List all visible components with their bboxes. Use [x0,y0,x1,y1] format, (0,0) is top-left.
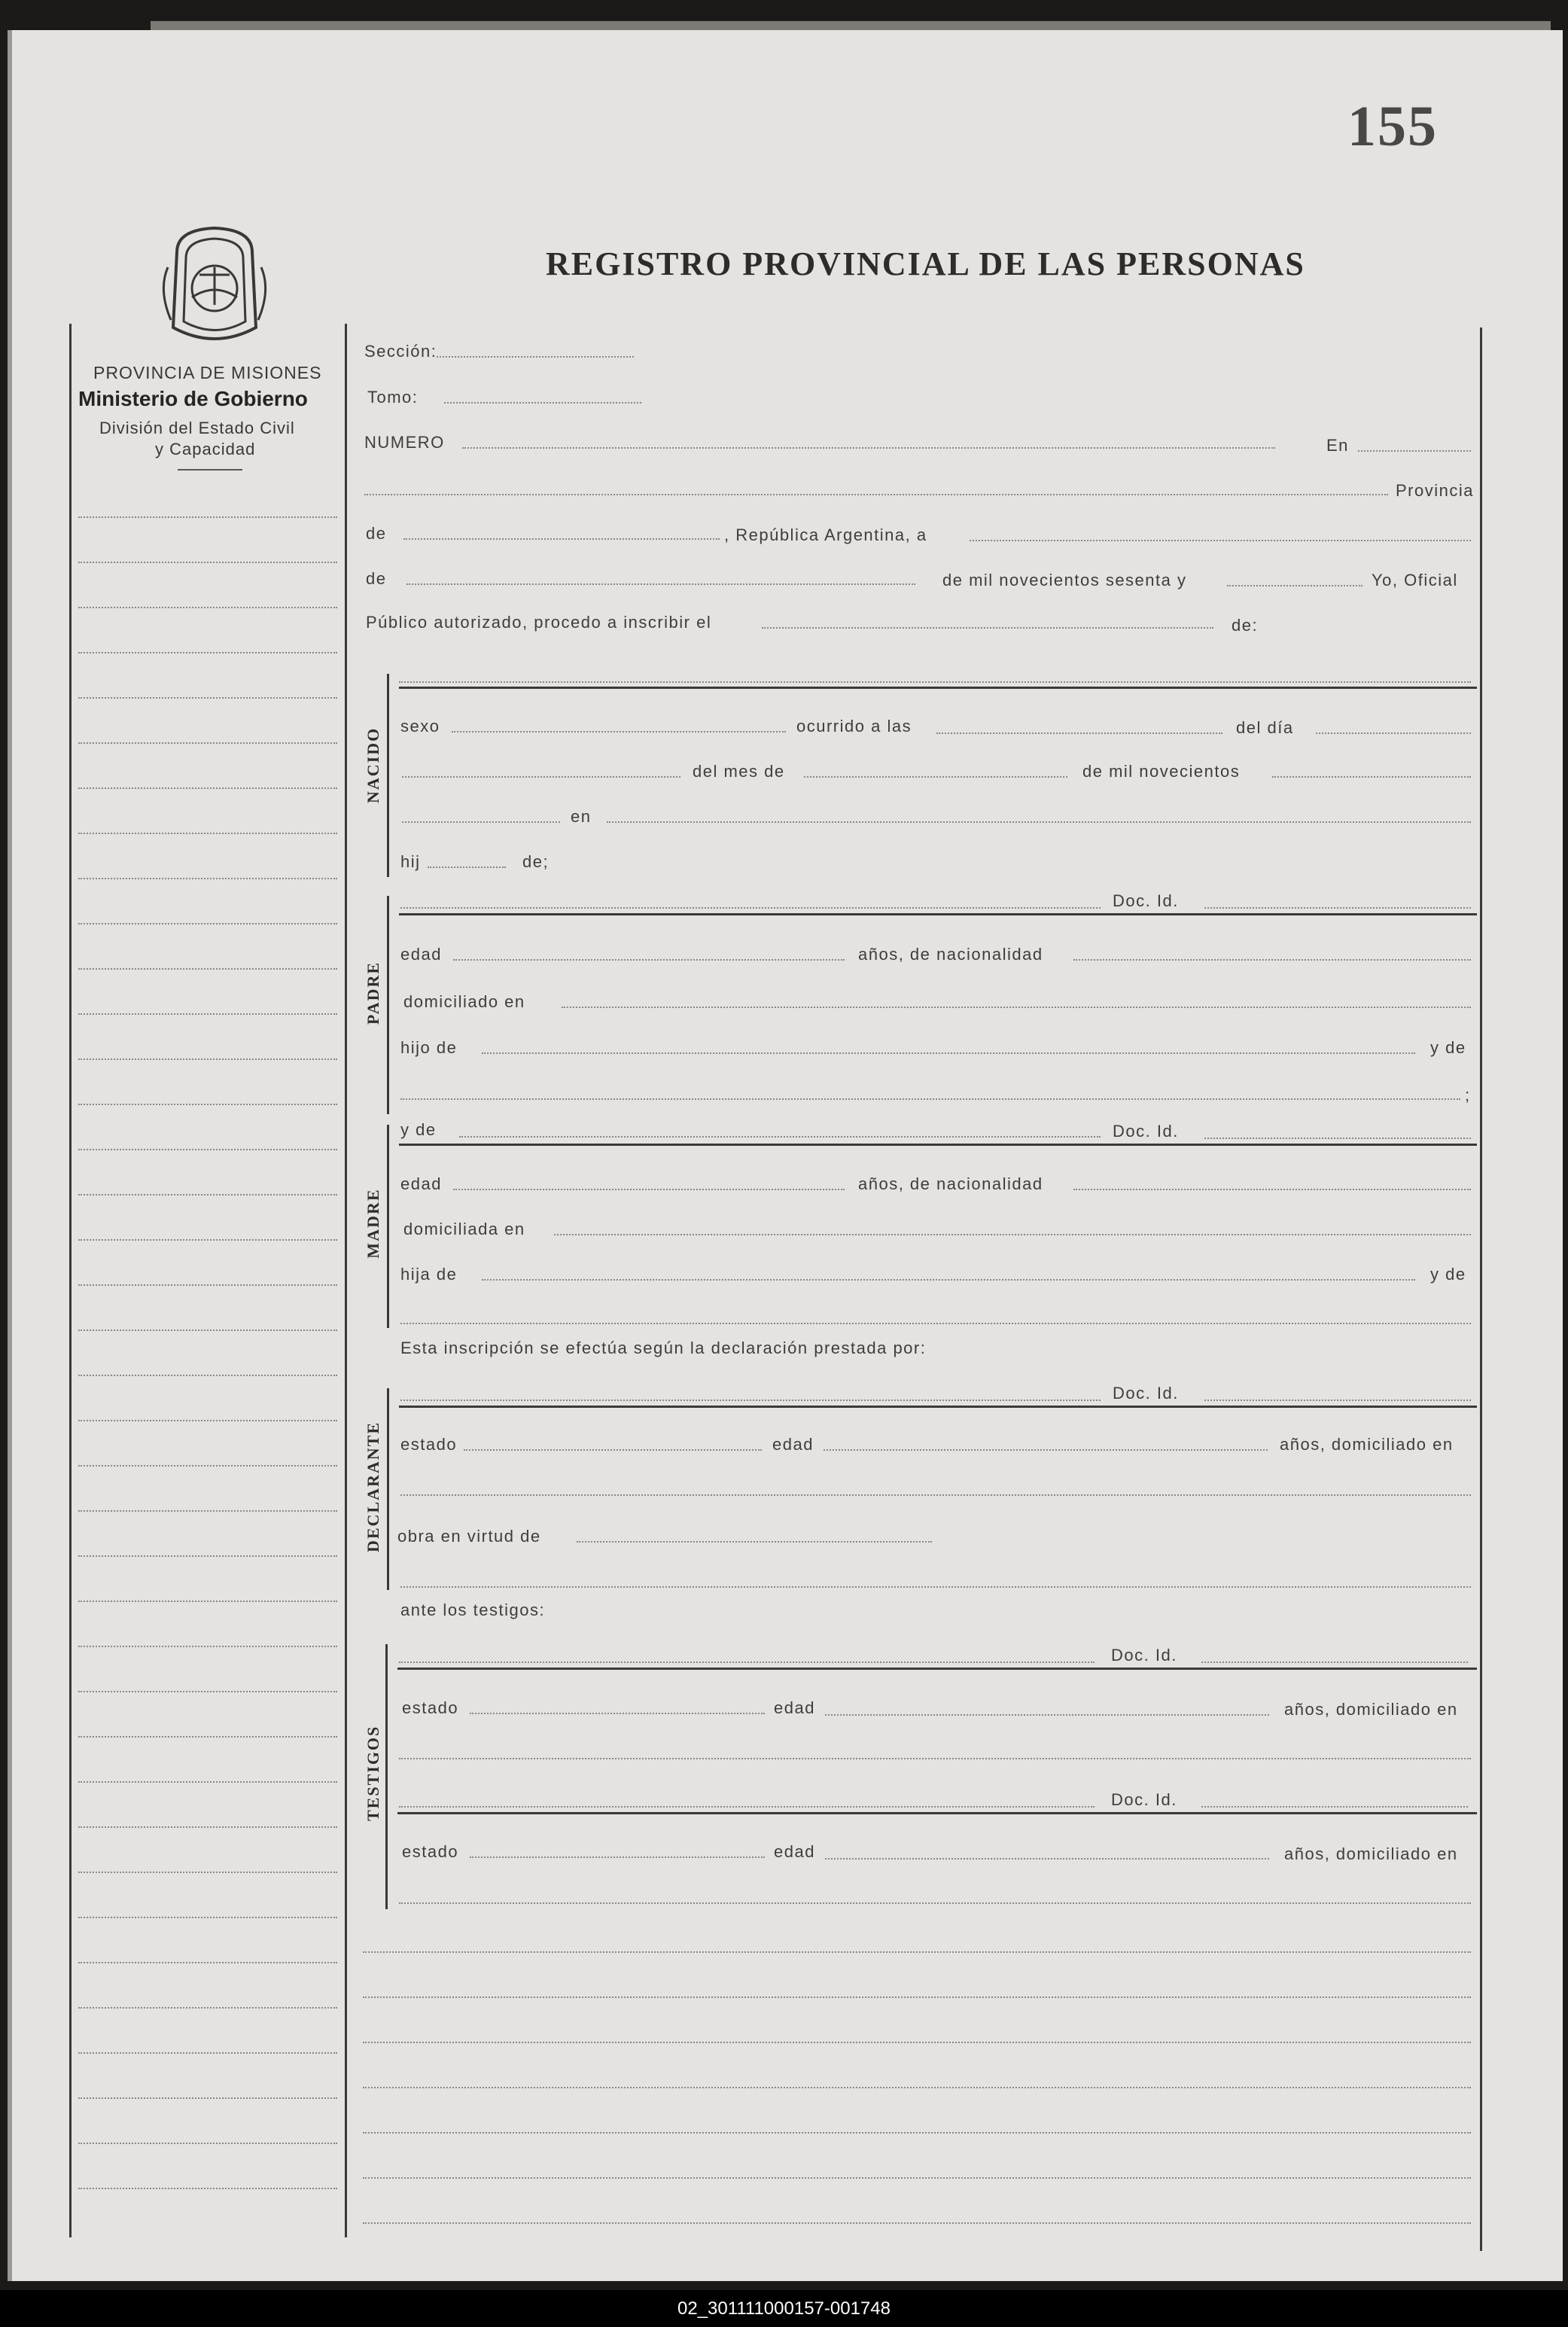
label-madre-edad: edad [400,1174,442,1193]
field-testigo1-edad[interactable] [825,1714,1269,1716]
label-de-1: de [366,524,387,543]
margin-line[interactable] [78,1826,337,1828]
margin-line[interactable] [78,1284,337,1286]
label-nac-en: en [571,807,592,826]
label-declarante-edad: edad [772,1435,814,1454]
field-madre-madre[interactable] [400,1323,1471,1324]
field-dia[interactable] [970,540,1471,541]
field-declarante-estado[interactable] [464,1449,762,1451]
field-nac-mes[interactable] [804,776,1067,778]
field-madre-nac[interactable] [1073,1189,1471,1190]
field-anio[interactable] [1227,585,1362,586]
margin-line[interactable] [78,968,337,970]
authority-line-4: y Capacidad [155,440,256,458]
label-mil-nov: de mil novecientos [1082,762,1241,781]
label-declarante-doc: Doc. Id. [1113,1384,1179,1403]
field-declarante-edad[interactable] [824,1449,1268,1451]
field-testigo2-doc[interactable] [1201,1806,1468,1808]
label-madre-y-de: y de [400,1120,437,1139]
margin-line[interactable] [78,2143,337,2144]
margin-line[interactable] [78,1917,337,1918]
margin-line[interactable] [78,1872,337,1873]
label-testigo2-anos: años, domiciliado en [1284,1844,1458,1863]
notes-line[interactable] [363,2087,1471,2088]
margin-line[interactable] [78,1646,337,1647]
label-madre-hija-de: hija de [400,1265,458,1284]
testigo2-rule [397,1812,1477,1814]
field-declarante-dom[interactable] [400,1494,1471,1496]
page-number: 155 [1347,95,1438,158]
field-nac-dia-2[interactable] [402,776,680,778]
field-nac-anio[interactable] [1272,776,1471,778]
padre-rule [399,913,1477,915]
label-testigo2-estado: estado [402,1842,459,1861]
authority-line-2: Ministerio de Gobierno [78,387,308,410]
margin-left-line [69,324,72,2237]
section-label-madre: MADRE [364,1188,382,1259]
margin-line[interactable] [78,878,337,879]
field-madre-dom[interactable] [554,1234,1471,1235]
label-sexo: sexo [400,717,440,736]
field-nacido-top[interactable] [399,681,1471,683]
margin-line[interactable] [78,1510,337,1512]
margin-line[interactable] [78,1104,337,1105]
label-declarante-estado: estado [400,1435,458,1454]
field-testigo2-estado[interactable] [470,1856,765,1858]
nacido-bracket [387,674,389,877]
margin-line[interactable] [78,1058,337,1060]
label-yo-oficial: Yo, Oficial [1372,571,1458,589]
margin-line[interactable] [78,1239,337,1241]
madre-rule [399,1144,1477,1146]
notes-line[interactable] [363,2177,1471,2179]
label-padre-doc: Doc. Id. [1113,891,1179,910]
margin-line[interactable] [78,1736,337,1738]
notes-line[interactable] [363,1951,1471,1953]
margin-line[interactable] [78,1555,337,1557]
testigos-bracket [385,1644,388,1909]
field-localidad[interactable] [364,494,1388,495]
field-padre-nombre[interactable] [400,907,1101,909]
margin-line[interactable] [78,2007,337,2009]
field-provincia[interactable] [403,538,720,540]
authority-line-3: División del Estado Civil [99,419,295,437]
section-label-padre: PADRE [364,961,382,1025]
field-madre-padre[interactable] [482,1279,1415,1281]
field-declarante-doc[interactable] [1204,1400,1471,1401]
label-mil-sesenta: de mil novecientos sesenta y [942,571,1187,589]
margin-line[interactable] [78,1149,337,1150]
field-en[interactable] [1358,450,1471,452]
field-testigo2-dom[interactable] [399,1902,1471,1904]
label-padre-semicolon: ; [1465,1086,1471,1104]
margin-line[interactable] [78,2052,337,2054]
margin-line[interactable] [78,516,337,518]
label-declarante-obra: obra en virtud de [397,1527,541,1546]
field-madre-edad[interactable] [453,1189,845,1190]
margin-line[interactable] [78,607,337,608]
label-tomo: Tomo: [367,388,419,407]
label-publico: Público autorizado, procedo a inscribir el [366,613,712,632]
field-hij[interactable] [428,867,506,868]
field-testigo1-dom[interactable] [399,1758,1471,1759]
margin-line[interactable] [78,652,337,653]
label-padre-hijo-de: hijo de [400,1038,458,1057]
label-testigo1-doc: Doc. Id. [1111,1646,1177,1665]
label-numero: NUMERO [364,433,445,452]
field-hora[interactable] [936,733,1222,734]
margin-line[interactable] [78,1601,337,1602]
field-padre-doc[interactable] [1204,907,1471,909]
section-label-testigos: TESTIGOS [364,1725,382,1821]
label-del-dia: del día [1236,718,1294,737]
margin-line[interactable] [78,787,337,789]
declarante-rule [399,1406,1477,1408]
margin-line[interactable] [78,1013,337,1015]
image-id-caption: 02_301111000157-001748 [0,2290,1568,2327]
field-seccion[interactable] [437,356,634,358]
field-padre-madre[interactable] [400,1098,1460,1100]
field-madre-nombre[interactable] [459,1136,1101,1138]
label-testigo2-doc: Doc. Id. [1111,1790,1177,1809]
margin-line[interactable] [78,1465,337,1467]
field-testigo1-estado[interactable] [470,1713,765,1714]
section-label-declarante: DECLARANTE [364,1421,382,1553]
form-title: REGISTRO PROVINCIAL DE LAS PERSONAS [546,245,1305,282]
label-provincia: Provincia [1396,481,1474,500]
margin-line[interactable] [78,1420,337,1421]
field-testigo1-doc[interactable] [1201,1661,1468,1663]
label-de-colon: de: [1232,616,1259,635]
field-padre-dom[interactable] [562,1007,1471,1008]
label-madre-nac: años, de nacionalidad [858,1174,1043,1193]
label-padre-nac: años, de nacionalidad [858,945,1043,964]
margin-line[interactable] [78,697,337,699]
label-republica: , República Argentina, a [724,525,927,544]
field-padre-nac[interactable] [1073,959,1471,961]
label-ocurrido: ocurrido a las [796,717,912,736]
field-declarante-obra-2[interactable] [400,1586,1471,1588]
margin-line[interactable] [78,1781,337,1783]
field-nac-dia[interactable] [1316,733,1471,734]
margin-line[interactable] [78,2188,337,2189]
label-madre-y-de-2: y de [1430,1265,1466,1284]
margin-line[interactable] [78,562,337,563]
provincial-seal-icon [154,222,275,354]
authority-underline [178,469,242,471]
label-de-2: de [366,569,387,588]
field-testigo2-nombre[interactable] [399,1806,1095,1808]
field-declarante-nombre[interactable] [400,1400,1101,1401]
label-hij: hij [400,852,421,871]
margin-line[interactable] [78,2097,337,2099]
margin-line[interactable] [78,923,337,924]
label-testigo2-edad: edad [774,1842,815,1861]
label-declarante-anos: años, domiciliado en [1280,1435,1454,1454]
label-hij-de: de; [522,852,550,871]
label-seccion: Sección: [364,342,437,361]
form-right-border [1480,327,1482,2251]
nacido-rule [399,687,1477,689]
margin-line[interactable] [78,1375,337,1376]
field-numero[interactable] [462,447,1275,449]
field-tomo[interactable] [444,402,641,404]
margin-line[interactable] [78,1329,337,1331]
margin-line[interactable] [78,1194,337,1195]
field-madre-doc[interactable] [1204,1138,1471,1139]
field-nac-lugar-a[interactable] [402,821,560,823]
notes-line[interactable] [363,2042,1471,2043]
field-padre-padre[interactable] [482,1052,1415,1054]
label-padre-edad: edad [400,945,442,964]
label-ante-testigos: ante los testigos: [400,1601,546,1619]
label-testigo1-edad: edad [774,1698,815,1717]
label-padre-dom: domiciliado en [403,992,525,1011]
field-nac-lugar[interactable] [607,821,1471,823]
field-sexo[interactable] [452,731,786,733]
testigo1-rule [397,1668,1477,1670]
notes-line[interactable] [363,2222,1471,2224]
section-label-nacido: NACIDO [364,726,382,803]
declarante-bracket [387,1388,389,1590]
madre-bracket [387,1125,389,1328]
margin-line[interactable] [78,742,337,744]
field-padre-edad[interactable] [453,959,845,961]
field-mes[interactable] [406,583,915,585]
margin-line[interactable] [78,833,337,834]
notes-line[interactable] [363,2132,1471,2134]
padre-bracket [387,896,389,1114]
label-inscripcion: Esta inscripción se efectúa según la declaración prestada por: [400,1339,927,1357]
field-testigo1-nombre[interactable] [399,1661,1095,1663]
label-del-mes: del mes de [693,762,785,781]
field-inscribir[interactable] [762,627,1213,629]
field-declarante-obra[interactable] [577,1541,932,1543]
margin-line[interactable] [78,1691,337,1692]
margin-right-line [345,324,347,2237]
margin-line[interactable] [78,1962,337,1963]
notes-line[interactable] [363,1997,1471,1998]
label-padre-y-de: y de [1430,1038,1466,1057]
label-madre-dom: domiciliada en [403,1220,525,1238]
label-testigo1-anos: años, domiciliado en [1284,1700,1458,1719]
field-testigo2-edad[interactable] [825,1858,1269,1859]
label-en: En [1326,436,1349,455]
label-testigo1-estado: estado [402,1698,459,1717]
label-madre-doc: Doc. Id. [1113,1122,1179,1141]
authority-line-1: PROVINCIA DE MISIONES [93,363,322,382]
